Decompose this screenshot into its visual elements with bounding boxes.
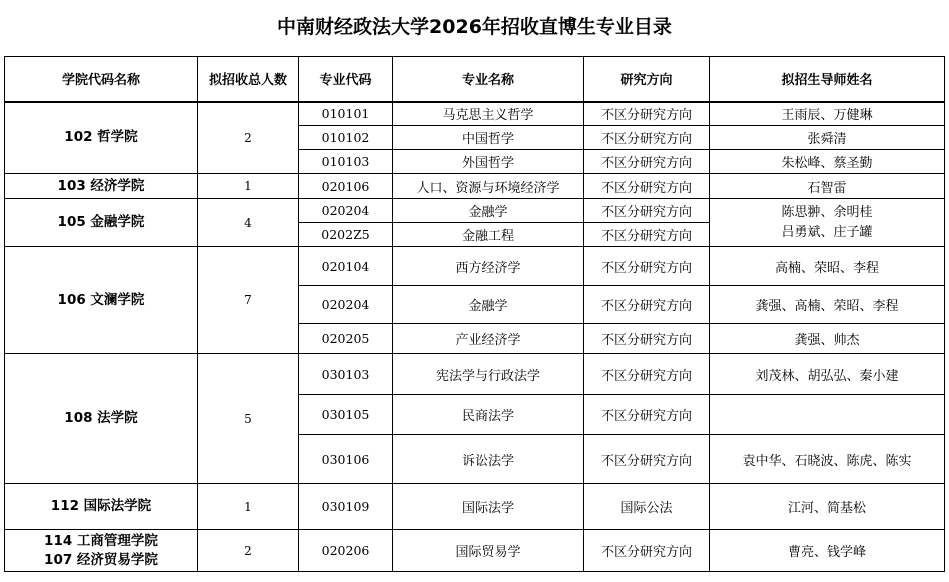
college-name: [5, 530, 198, 572]
major-code: 020206: [299, 530, 393, 572]
research-direction: 不区分研究方向: [584, 435, 710, 484]
catalog-table: [4, 56, 945, 572]
research-direction: 国际公法: [584, 484, 710, 530]
advisor-names: 张舜清: [710, 126, 945, 150]
table-row: [5, 247, 945, 286]
advisor-names: 龚强、高楠、荣昭、李程: [710, 286, 945, 324]
major-code: 020205: [299, 324, 393, 354]
college-name: 108 法学院: [5, 354, 198, 484]
college-total: 1: [198, 174, 299, 199]
advisor-names: 高楠、荣昭、李程: [710, 247, 945, 286]
major-code: 030109: [299, 484, 393, 530]
major-code: 010102: [299, 126, 393, 150]
major-code: 0202Z5: [299, 223, 393, 247]
college-total: 2: [198, 530, 299, 572]
advisor-names: 袁中华、石晓波、陈虎、陈实: [710, 435, 945, 484]
page-title: 中南财经政法大学2026年招收直博生专业目录: [277, 16, 672, 38]
research-direction: 不区分研究方向: [584, 324, 710, 354]
major-name: 产业经济学: [393, 324, 584, 354]
major-code: 030105: [299, 395, 393, 435]
research-direction: 不区分研究方向: [584, 286, 710, 324]
college-name-line: 107 经济贸易学院: [44, 551, 158, 568]
major-name: 中国哲学: [393, 126, 584, 150]
major-name: 金融学: [393, 286, 584, 324]
advisor-names: 曹亮、钱学峰: [710, 530, 945, 572]
college-total: 7: [198, 247, 299, 354]
header-total: 拟招收总人数: [198, 57, 299, 102]
major-name: 金融工程: [393, 223, 584, 247]
header-college: 学院代码名称: [5, 57, 198, 102]
research-direction: 不区分研究方向: [584, 174, 710, 199]
research-direction: 不区分研究方向: [584, 223, 710, 247]
college-total: 1: [198, 484, 299, 530]
major-code: 010101: [299, 102, 393, 126]
table-row: [5, 354, 945, 395]
major-code: 030106: [299, 435, 393, 484]
major-name: 人口、资源与环境经济学: [393, 174, 584, 199]
research-direction: 不区分研究方向: [584, 150, 710, 174]
header-direction: 研究方向: [584, 57, 710, 102]
major-code: 020204: [299, 286, 393, 324]
research-direction: 不区分研究方向: [584, 199, 710, 223]
major-name: 西方经济学: [393, 247, 584, 286]
table-row: [5, 102, 945, 126]
major-name: 诉讼法学: [393, 435, 584, 484]
major-name: 金融学: [393, 199, 584, 223]
research-direction: 不区分研究方向: [584, 247, 710, 286]
major-code: 010103: [299, 150, 393, 174]
major-code: 020204: [299, 199, 393, 223]
table-row: [5, 484, 945, 530]
research-direction: 不区分研究方向: [584, 102, 710, 126]
advisor-line: 吕勇斌、庄子罐: [781, 224, 873, 240]
major-code: 030103: [299, 354, 393, 395]
advisor-names: 刘茂林、胡弘弘、秦小建: [710, 354, 945, 395]
college-total: 4: [198, 199, 299, 247]
college-name: 102 哲学院: [5, 102, 198, 174]
major-name: 外国哲学: [393, 150, 584, 174]
major-name: 宪法学与行政法学: [393, 354, 584, 395]
major-name: 国际法学: [393, 484, 584, 530]
college-name: 112 国际法学院: [5, 484, 198, 530]
major-code: 020104: [299, 247, 393, 286]
advisor-names: 江河、简基松: [710, 484, 945, 530]
college-name: 103 经济学院: [5, 174, 198, 199]
research-direction: 不区分研究方向: [584, 126, 710, 150]
advisor-line: 陈思翀、余明桂: [781, 204, 873, 220]
advisor-names: 王雨辰、万健琳: [710, 102, 945, 126]
header-major-code: 专业代码: [299, 57, 393, 102]
advisor-names: 龚强、帅杰: [710, 324, 945, 354]
college-name: 105 金融学院: [5, 199, 198, 247]
table-row: [5, 174, 945, 199]
advisor-names: [710, 199, 945, 247]
research-direction: 不区分研究方向: [584, 530, 710, 572]
college-name: 106 文澜学院: [5, 247, 198, 354]
research-direction: 不区分研究方向: [584, 354, 710, 395]
major-name: 马克思主义哲学: [393, 102, 584, 126]
college-total: 5: [198, 354, 299, 484]
table-row: [5, 530, 945, 572]
header-major-name: 专业名称: [393, 57, 584, 102]
header-advisors: 拟招生导师姓名: [710, 57, 945, 102]
table-row: [5, 199, 945, 223]
research-direction: 不区分研究方向: [584, 395, 710, 435]
advisor-names: 石智雷: [710, 174, 945, 199]
advisor-names: [710, 395, 945, 435]
college-name-line: 114 工商管理学院: [44, 532, 158, 549]
header-row: [5, 57, 945, 102]
major-code: 020106: [299, 174, 393, 199]
major-name: 民商法学: [393, 395, 584, 435]
advisor-names: 朱松峰、蔡圣勤: [710, 150, 945, 174]
college-total: 2: [198, 102, 299, 174]
major-name: 国际贸易学: [393, 530, 584, 572]
